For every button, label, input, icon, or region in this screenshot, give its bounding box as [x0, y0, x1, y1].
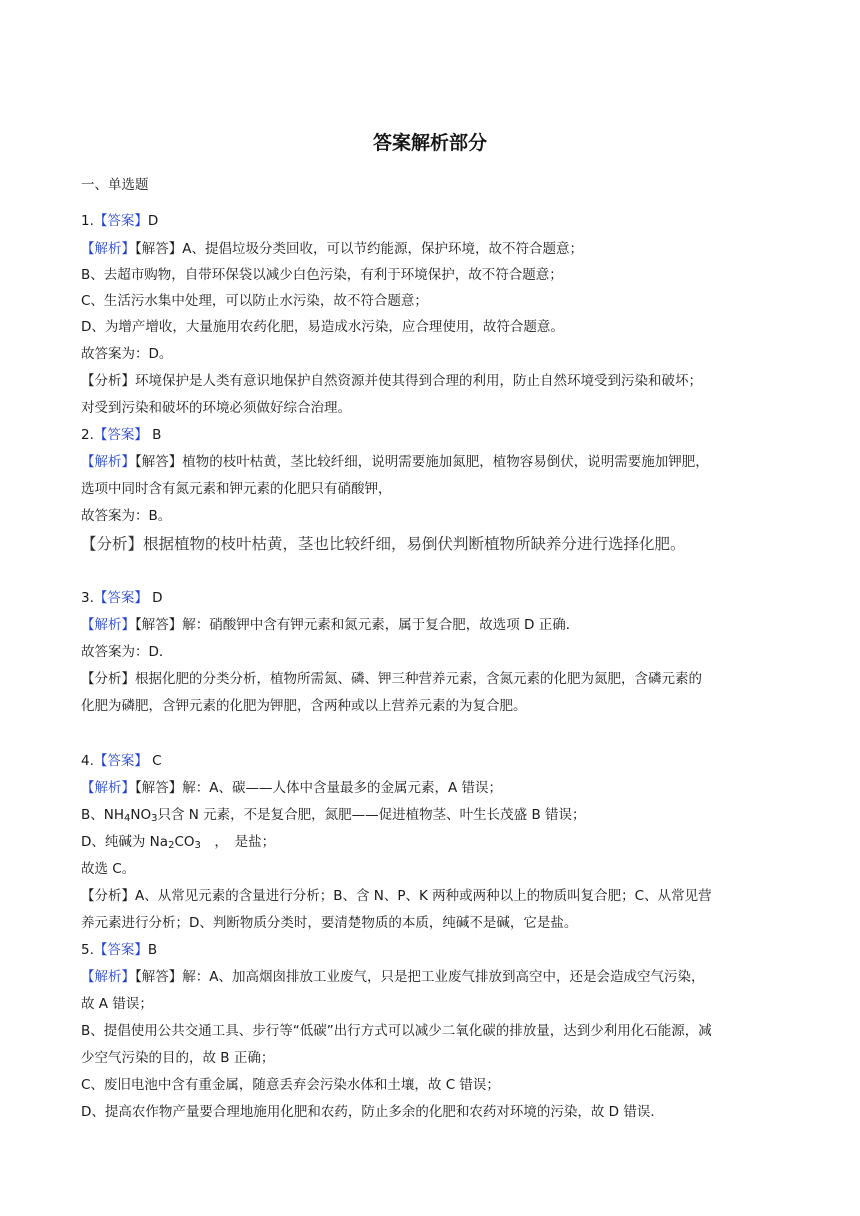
q2-number: 2. — [81, 427, 94, 443]
q3-analysis-cont: 化肥为磷肥，含钾元素的化肥为钾肥，含两种或以上营养元素的为复合肥。 — [81, 698, 527, 714]
q4-b-sub1: 4 — [124, 813, 131, 824]
q5-jieda: 【解答】解：A、加高烟囱排放工业废气，只是把工业废气排放到高空中，还是会造成空气污染， — [135, 969, 705, 985]
q5-option-d: D、提高农作物产量要合理地施用化肥和农药，防止多余的化肥和农药对环境的污染，故 D 错误． — [81, 1104, 664, 1120]
q3-answer: D — [147, 590, 163, 606]
q4-d-pre: D、纯碱为 Na — [81, 834, 169, 850]
q4-number: 4. — [81, 753, 94, 769]
q4-explanation — [81, 779, 781, 797]
q5-explanation-cont: 故 A 错误； — [81, 996, 153, 1012]
q4-d-sub1: 2 — [168, 840, 175, 851]
q1-answer: D — [147, 213, 159, 229]
q1-jiexi-tag: 【解析】 — [81, 241, 135, 257]
q2-answer: B — [147, 427, 162, 443]
q5-answer-line — [81, 941, 781, 959]
q4-analysis: 【分析】A、从常见元素的含量进行分析；B、含 N、P、K 两种或两种以上的物质叫复合肥；C、从常见营 — [81, 888, 712, 904]
q4-option-b — [81, 806, 781, 828]
q1-option-d: D、为增产增收，大量施用农药化肥，易造成水污染，应合理使用，故符合题意。 — [81, 319, 564, 335]
q2-analysis: 【分析】根据植物的枝叶枯黄，茎也比较纤细，易倒伏判断植物所缺养分进行选择化肥。 — [81, 535, 686, 553]
q5-explanation — [81, 968, 781, 986]
q5-option-b: B、提倡使用公共交通工具、步行等“低碳”出行方式可以减少二氧化碳的排放量，达到少利用化石能源，减 — [81, 1023, 712, 1039]
q5-jiexi-tag: 【解析】 — [81, 969, 135, 985]
q5-answer: B — [147, 942, 158, 958]
q2-answer-tag: 【答案】 — [93, 427, 148, 443]
q4-d-sub2: 3 — [194, 840, 201, 851]
section-heading: 一、单选题 — [81, 177, 149, 193]
q3-analysis: 【分析】根据化肥的分类分析，植物所需氮、磷、钾三种营养元素，含氮元素的化肥为氮肥，含磷元素的 — [81, 671, 702, 687]
q3-explanation — [81, 616, 781, 634]
q4-b-sub2: 3 — [151, 813, 158, 824]
q1-conclusion: 故答案为：D。 — [81, 346, 173, 362]
q5-number: 5. — [81, 942, 94, 958]
q4-jieda: 【解答】解：A、碳——人体中含量最多的金属元素，A 错误； — [135, 780, 503, 796]
q1-answer-tag: 【答案】 — [93, 213, 148, 229]
q1-analysis-cont: 对受到污染和破坏的环境必须做好综合治理。 — [81, 400, 351, 416]
q4-b-pre: B、NH — [81, 807, 125, 823]
q4-answer-tag: 【答案】 — [93, 753, 148, 769]
q1-explanation — [81, 240, 781, 258]
q4-answer: C — [147, 753, 162, 769]
q4-b-mid: NO — [130, 807, 152, 823]
q4-answer-line — [81, 752, 781, 770]
q4-b-post: 只含 N 元素，不是复合肥，氮肥——促进植物茎、叶生长茂盛 B 错误； — [157, 807, 586, 823]
q2-jieda: 【解答】植物的枝叶枯黄，茎比较纤细，说明需要施加氮肥，植物容易倒伏，说明需要施加钾肥， — [135, 454, 709, 470]
q2-explanation-cont: 选项中同时含有氮元素和钾元素的化肥只有硝酸钾， — [81, 481, 392, 497]
q1-analysis: 【分析】环境保护是人类有意识地保护自然资源并使其得到合理的利用，防止自然环境受到污染和破坏； — [81, 373, 702, 389]
q3-jiexi-tag: 【解析】 — [81, 617, 135, 633]
q5-option-c: C、废旧电池中含有重金属，随意丢弃会污染水体和土壤，故 C 错误； — [81, 1077, 500, 1093]
q5-answer-tag: 【答案】 — [93, 942, 148, 958]
q1-option-c: C、生活污水集中处理，可以防止水污染，故不符合题意； — [81, 293, 428, 309]
q1-answer-line — [81, 212, 781, 230]
q1-number: 1. — [81, 213, 94, 229]
q4-analysis-cont: 养元素进行分析；D、判断物质分类时，要清楚物质的本质，纯碱不是碱，它是盐。 — [81, 915, 578, 931]
q3-number: 3. — [81, 590, 94, 606]
q3-answer-line — [81, 589, 781, 607]
q2-jiexi-tag: 【解析】 — [81, 454, 135, 470]
q4-jiexi-tag: 【解析】 — [81, 780, 135, 796]
q2-conclusion: 故答案为：B。 — [81, 508, 172, 524]
q2-answer-line — [81, 426, 781, 444]
q4-option-d — [81, 833, 781, 855]
q1-option-b: B、去超市购物，自带环保袋以减少白色污染，有利于环境保护，故不符合题意； — [81, 267, 563, 283]
q3-jieda: 【解答】解：硝酸钾中含有钾元素和氮元素，属于复合肥，故选项 D 正确． — [135, 617, 580, 633]
q3-answer-tag: 【答案】 — [93, 590, 148, 606]
q2-explanation — [81, 453, 781, 471]
q4-d-mid: CO — [174, 834, 195, 850]
q5-option-b-cont: 少空气污染的目的，故 B 正确； — [81, 1050, 275, 1066]
q3-conclusion: 故答案为：D． — [81, 644, 173, 660]
page-title: 答案解析部分 — [372, 132, 487, 154]
q1-jieda: 【解答】A、提倡垃圾分类回收，可以节约能源，保护环境，故不符合题意； — [135, 241, 583, 257]
q4-d-post: ， 是盐； — [200, 834, 276, 850]
q4-conclusion: 故选 C。 — [81, 861, 136, 877]
